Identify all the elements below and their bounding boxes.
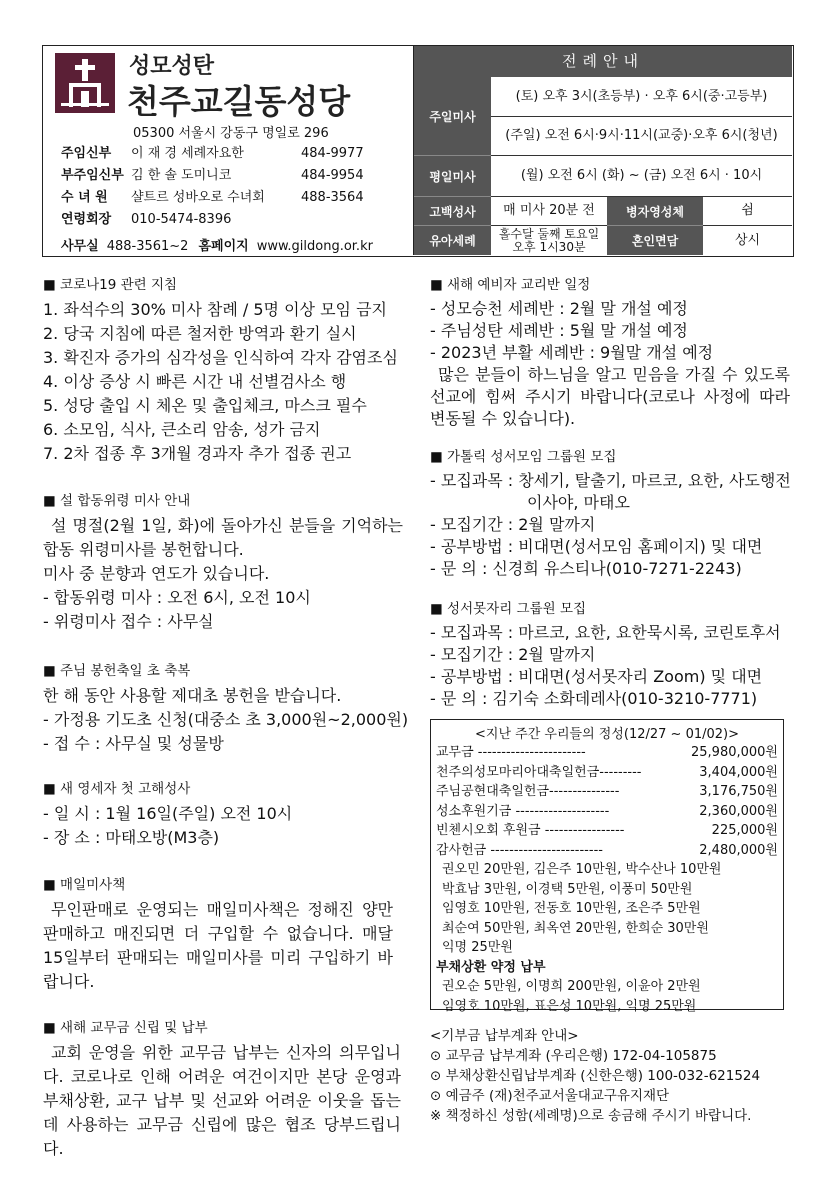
list-item: - 모집과목 : 마르코, 요한, 요한묵시록, 코린토후서 <box>430 623 781 642</box>
donor-line: 최순여 50만원, 최옥연 20만원, 한희순 30만원 <box>442 920 709 936</box>
church-address: 05300 서울시 강동구 명일로 296 <box>133 126 329 141</box>
account-line: ※ 책정하신 성함(세례명)으로 송금해 주시기 바랍니다. <box>430 1108 752 1124</box>
donation-amount: 25,980,000원 <box>691 745 778 760</box>
account-line: ⊙ 부채상환신립납부계좌 (신한은행) 100-032-621524 <box>430 1068 761 1084</box>
homepage-link[interactable]: www.gildong.or.kr <box>256 239 373 254</box>
worship-title: 전례안내 <box>414 46 792 77</box>
debt-title <box>436 958 778 978</box>
section-title: ■ 성서못자리 그룹원 모집 <box>430 601 587 617</box>
weekday-mass: (월) 오전 6시 (화) ~ (금) 오전 6시 · 10시 <box>491 156 792 197</box>
list-item: 6. 소모임, 식사, 큰소리 암송, 성가 금지 <box>43 420 321 439</box>
donation-row <box>436 821 778 841</box>
list-item: - 일 시 : 1월 16일(주일) 오전 10시 <box>43 804 293 823</box>
debt-donor-line: 권오순 5만원, 이명희 200만원, 이윤아 2만원 <box>442 979 701 994</box>
account-line: ⊙ 예금주 (재)천주교서울대교구유지재단 <box>430 1088 670 1104</box>
section-paragraph: 교회 운영을 위한 교무금 납부는 신자의 의무입니다. 코로나로 인해 어려운 여건이지만 본당 운영과 부채상환, 교구 납부 및 선교와 어려운 이웃을 돕는데 사용하는 교무금 신립에 많은 협조 당부드립니다. <box>43 1043 401 1158</box>
church-name: 천주교길동성당 <box>127 82 351 121</box>
section-title: ■ 코로나19 관련 지침 <box>43 277 178 293</box>
office-label: 사무실 <box>61 239 99 254</box>
donor-line: 임영호 10만원, 전동호 10만원, 조은주 5만원 <box>442 901 701 916</box>
confession-label: 고백성사 <box>414 197 491 226</box>
homepage-label: 홈페이지 <box>198 239 249 254</box>
account-title: <기부금 납부계좌 안내> <box>430 1028 579 1044</box>
list-item: - 가정용 기도초 신청(대중소 초 3,000원~2,000원) <box>43 710 409 729</box>
list-item: 미사 중 분향과 연도가 있습니다. <box>43 564 270 583</box>
list-item: - 위령미사 접수 : 사무실 <box>43 612 214 631</box>
church-logo <box>55 53 115 113</box>
header-box <box>42 45 794 257</box>
list-item: - 장 소 : 마태오방(M3층) <box>43 828 220 847</box>
donation-label: 천주의성모마리아대축일헌금--------- <box>436 764 642 780</box>
sunday-mass-label: 주일미사 <box>414 77 491 156</box>
donation-row <box>436 841 778 861</box>
section-title: ■ 주님 봉헌축일 초 축복 <box>43 663 191 679</box>
list-item: 1. 좌석수의 30% 미사 참례 / 5명 이상 모임 금지 <box>43 300 388 319</box>
section-paragraph: 설 명절(2월 1일, 화)에 돌아가신 분들을 기억하는 합동 위령미사를 봉헌합니다. <box>43 516 403 559</box>
section-title: ■ 새해 예비자 교리반 일정 <box>430 277 591 293</box>
infant-baptism-day: 홀수달 둘째 토요일 <box>498 226 600 241</box>
donation-row <box>436 802 778 822</box>
donation-label: 빈첸시오회 후원금 ----------------- <box>436 823 625 838</box>
section-title: ■ 매일미사책 <box>43 877 126 893</box>
staff-row <box>61 143 364 165</box>
staff-name: 샬트르 성바오로 수녀회 <box>131 190 265 205</box>
candle-section <box>43 659 409 756</box>
infant-baptism-hour: 오후 1시30분 <box>512 239 586 254</box>
staff-phone: 488-3564 <box>301 190 364 205</box>
sick-communion-value: 쉼 <box>703 197 792 226</box>
list-item: - 모집과목 : 창세기, 탈출기, 마르코, 요한, 사도행전 <box>430 471 791 490</box>
staff-row <box>61 187 364 209</box>
memorial-mass-section <box>43 489 403 634</box>
section-title: ■ 새해 교무금 신립 및 납부 <box>43 1020 208 1036</box>
list-item: - 문 의 : 신경희 유스티나(010-7271-2243) <box>430 559 742 578</box>
list-item: - 공부방법 : 비대면(성서모임 홈페이지) 및 대면 <box>430 537 763 556</box>
list-item: 5. 성당 출입 시 체온 및 출입체크, 마스크 필수 <box>43 396 367 415</box>
donation-row <box>436 763 778 783</box>
list-item: - 성모승천 세례반 : 2월 말 개설 예정 <box>430 299 688 318</box>
covid-section <box>43 273 405 466</box>
staff-name: 이 재 경 세례자요한 <box>131 146 244 161</box>
church-info <box>43 46 413 255</box>
staff-role: 주임신부 <box>61 146 112 161</box>
sick-communion-label: 병자영성체 <box>607 197 703 226</box>
list-item: - 문 의 : 김기숙 소화데레사(010-3210-7771) <box>430 689 758 708</box>
list-item: 7. 2차 접종 후 3개월 경과자 추가 접종 권고 <box>43 444 352 463</box>
donation-amount: 3,176,750원 <box>699 784 778 799</box>
weekday-mass-label: 평일미사 <box>414 156 491 197</box>
infant-baptism-time <box>491 226 607 255</box>
list-item: 2. 당국 지침에 따른 철저한 방역과 환기 실시 <box>43 324 357 343</box>
staff-role: 수 녀 원 <box>61 190 108 205</box>
worship-schedule <box>413 46 793 255</box>
donation-amount: 2,360,000원 <box>699 803 778 819</box>
donation-label: 주님공현대축일헌금--------------- <box>436 784 620 799</box>
list-item: - 2023년 부활 세례반 : 9월말 개설 예정 <box>430 343 714 362</box>
account-info <box>430 1026 760 1126</box>
daily-missal-section <box>43 873 393 994</box>
donation-amount: 225,000원 <box>711 823 778 838</box>
section-title: ■ 새 영세자 첫 고해성사 <box>43 781 191 797</box>
church-dues-section <box>43 1016 401 1161</box>
section-paragraph: 무인판매로 운영되는 매일미사책은 정해진 양만 판매하고 매진되면 더 구입할 수 없습니다. 매달 15일부터 판매되는 매일미사를 미리 구입하기 바랍니다. <box>43 900 393 991</box>
section-paragraph: 많은 분들이 하느님을 알고 믿음을 가질 수 있도록 선교에 힘써 주시기 바랍니다(코로나 사정에 따라 변동될 수 있습니다). <box>430 365 790 428</box>
debt-title-text: 부채상환 약정 납부 <box>436 959 546 975</box>
list-item: 3. 확진자 증가의 심각성을 인식하여 각자 감염조심 <box>43 348 398 367</box>
account-line: ⊙ 교무금 납부계좌 (우리은행) 172-04-105875 <box>430 1048 717 1064</box>
list-item: 이사야, 마태오 <box>527 493 630 512</box>
council-phone: 010-5474-8396 <box>131 212 232 227</box>
confession-time: 매 미사 20분 전 <box>491 197 607 226</box>
staff-row <box>61 165 364 187</box>
catechism-section <box>430 273 790 430</box>
staff-list <box>61 143 364 231</box>
list-item: - 합동위령 미사 : 오전 6시, 오전 10시 <box>43 588 311 607</box>
list-item: - 주님성탄 세례반 : 5월 말 개설 예정 <box>430 321 688 340</box>
sunday-mass-sunday: (주일) 오전 6시·9시·11시(교중)·오후 6시(청년) <box>491 117 792 156</box>
sunday-mass-saturday: (토) 오후 3시(초등부) · 오후 6시(중·고등부) <box>491 77 792 117</box>
office-contact <box>61 235 373 254</box>
donor-line: 박효남 3만원, 이경택 5만원, 이풍미 50만원 <box>442 881 693 897</box>
bible-group-section <box>430 445 790 580</box>
section-title: ■ 가톨릭 성서모임 그룹원 모집 <box>430 449 617 465</box>
church-subtitle: 성모성탄 <box>129 54 215 79</box>
office-phone: 488-3561~2 <box>106 239 189 254</box>
list-item: 4. 이상 증상 시 빠른 시간 내 선별검사소 행 <box>43 372 347 391</box>
section-title: ■ 설 합동위령 미사 안내 <box>43 493 191 509</box>
donation-title: <지난 주간 우리들의 정성(12/27 ~ 01/02)> <box>475 727 739 742</box>
donation-label: 성소후원기금 -------------------- <box>436 803 610 819</box>
donation-row <box>436 782 778 802</box>
debt-donor-line: 임영호 10만원, 표은성 10만원, 익명 25만원 <box>442 998 697 1014</box>
infant-baptism-label: 유아세례 <box>414 226 491 255</box>
council-row <box>61 209 364 231</box>
list-item: - 공부방법 : 비대면(성서못자리 Zoom) 및 대면 <box>430 667 763 686</box>
staff-role: 부주임신부 <box>61 168 124 183</box>
donation-amount: 2,480,000원 <box>699 842 778 858</box>
cross-icon <box>55 53 115 113</box>
staff-name: 김 한 솔 도미니코 <box>131 168 232 183</box>
donor-line: 권오민 20만원, 김은주 10만원, 박수산나 10만원 <box>442 862 722 877</box>
list-item: - 모집기간 : 2월 말까지 <box>430 645 596 664</box>
donation-box <box>430 719 784 1014</box>
bible-seedbed-section <box>430 597 790 710</box>
donation-row <box>436 743 778 763</box>
staff-phone: 484-9954 <box>301 168 364 183</box>
first-confession-section <box>43 777 403 850</box>
marriage-value: 상시 <box>734 232 761 248</box>
council-label: 연령회장 <box>61 212 112 227</box>
list-item: - 모집기간 : 2월 말까지 <box>430 515 596 534</box>
donation-label: 감사헌금 ------------------------ <box>436 842 603 858</box>
list-item: - 접 수 : 사무실 및 성물방 <box>43 734 224 753</box>
marriage-label: 혼인면담 <box>607 226 703 255</box>
donation-label: 교무금 ----------------------- <box>436 745 586 760</box>
donor-line: 익명 25만원 <box>442 940 513 955</box>
list-item: 한 해 동안 사용할 제대초 봉헌을 받습니다. <box>43 686 342 705</box>
donation-amount: 3,404,000원 <box>699 764 778 780</box>
staff-phone: 484-9977 <box>301 146 364 161</box>
